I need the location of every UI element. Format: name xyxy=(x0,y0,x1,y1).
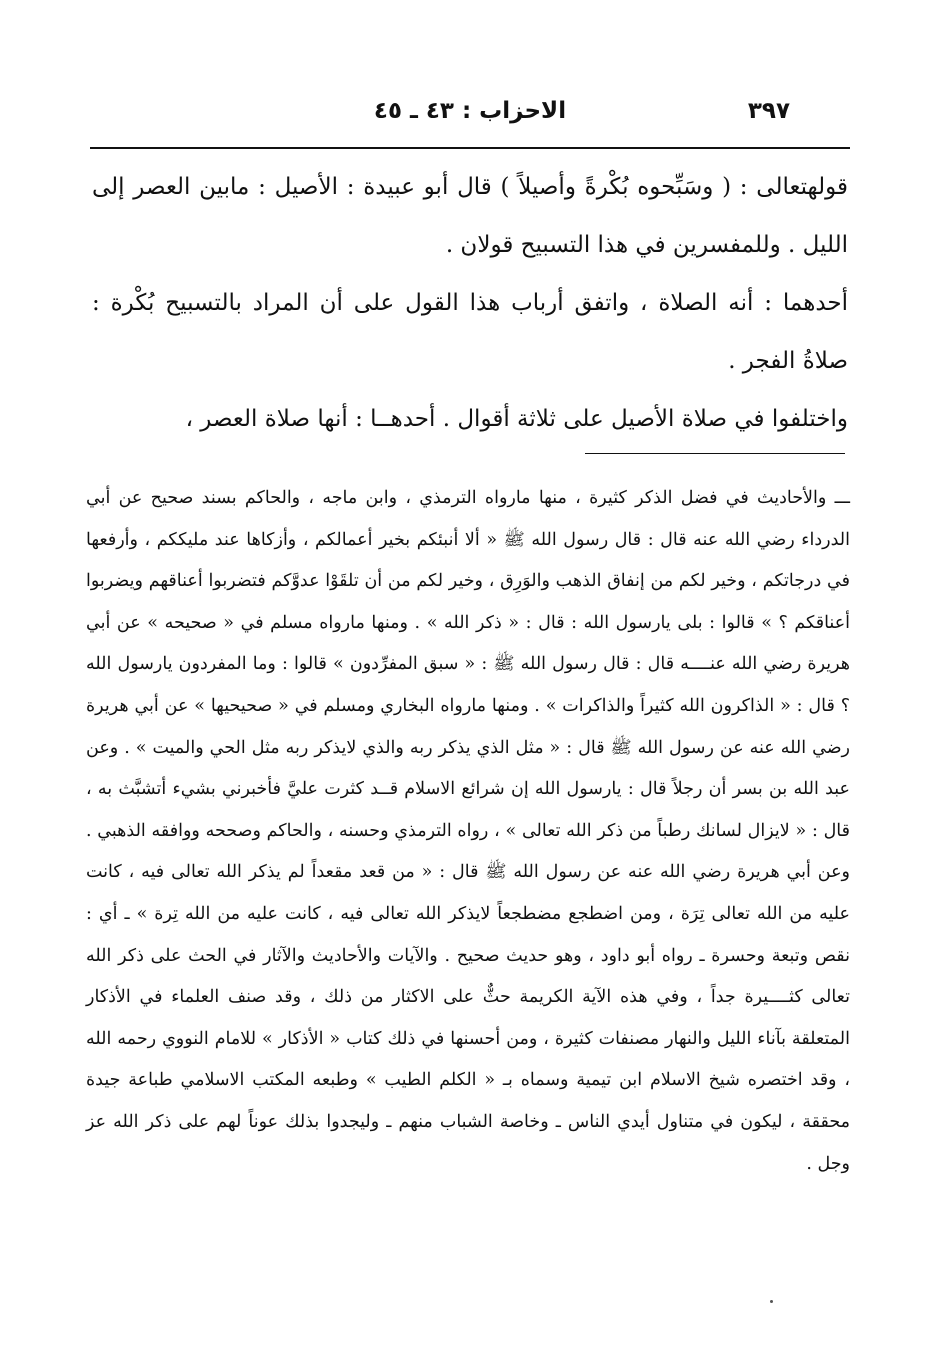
paragraph-verse-commentary: قولهتعالى : ( وسَبِّحوه بُكْرةً وأصيلاً ) قال أبو عبيدة : الأصيل : مابين العصر إلى الليل . وللمفسرين في هذا التسبيح قولان . xyxy=(92,174,848,258)
scan-speck xyxy=(770,1300,773,1303)
paragraph-first-opinion: أحدهما : أنه الصلاة ، واتفق أرباب هذا القول على أن المراد بالتسبيح بُكْرة : صلاةُ الفجر . xyxy=(92,290,848,374)
footnote-text: ـــ والأحاديث في فضل الذكر كثيرة ، منها مارواه الترمذي ، وابن ماجه ، والحاكم بسند صحيح عن أبي الدرداء رضي الله عنه قال : قال رسول الله ﷺ « ألا أنبئكم بخير أعمالكم ، وأزكاها عند مليككم ، وأرفعها في درجاتكم ، وخير لكم من إنفاق الذهب والوَرِق ، وخير لكم من أن تلقَوْا عدوَّكم فتضربوا أعناقهم ويضربوا أعناقكم ؟ » قالوا : بلى يارسول الله : قال : « ذكر الله » . ومنها مارواه مسلم في « صحيحه » عن أبي هريرة رضي الله عنــــه قال : قال رسول الله ﷺ : « سبق المفرِّدون » قالوا : وما المفردون يارسول الله ؟ قال : « الذاكرون الله كثيراً والذاكرات » . ومنها مارواه البخاري ومسلم في « صحيحيها » عن أبي هريرة رضي الله عنه عن رسول الله ﷺ قال : « مثل الذي يذكر ربه والذي لايذكر ربه مثل الحي والميت » . وعن عبد الله بن بسر أن رجلاً قال : يارسول الله إن شرائع الاسلام قــد كثرت عليَّ فأخبرني بشيء أتشبَّث به ، قال : « لايزال لسانك رطباً من ذكر الله تعالى » ، رواه الترمذي وحسنه ، والحاكم وصححه ووافقه الذهبي . وعن أبي هريرة رضي الله عنه عن رسول الله ﷺ قال : « من قعد مقعداً لم يذكر الله تعالى فيه ، كانت عليه من الله تعالى تِرَة ، ومن اضطجع مضطجعاً لايذكر الله تعالى فيه ، كانت عليه من الله تِرة » ـ أي : نقص وتبعة وحسرة ـ رواه أبو داود ، وهو حديث صحيح . والآيات والأحاديث والآثار في الحث على ذكر الله تعالى كثــــيرة جداً ، وفي هذه الآية الكريمة حثٌّ على الاكثار من ذلك ، وقد صنف العلماء في الأذكار المتعلقة بآناء الليل والنهار مصنفات كثيرة ، ومن أحسنها في ذلك كتاب « الأذكار » للامام النووي رحمه الله ، وقد اختصره شيخ الاسلام ابن تيمية وسماه بـ « الكلم الطيب » وطبعه المكتب الاسلامي طباعة جيدة محققة ، ليكون في متناول أيدي الناس ـ وخاصة الشباب منهم ـ وليجدوا بذلك عوناً لهم على ذكر الله عز وجل . xyxy=(86,488,850,1174)
page-header xyxy=(150,98,790,142)
footnote xyxy=(86,478,850,1185)
paragraph-asil-prayer: واختلفوا في صلاة الأصيل على ثلاثة أقوال . أحدهــا : أنها صلاة العصر ، xyxy=(185,406,848,432)
running-title: الاحزاب : ٤٣ ـ ٤٥ xyxy=(373,98,567,124)
page-number: ٣٩٧ xyxy=(747,98,790,124)
footnote-divider xyxy=(585,453,845,454)
header-divider xyxy=(90,147,850,149)
main-text xyxy=(92,158,848,448)
